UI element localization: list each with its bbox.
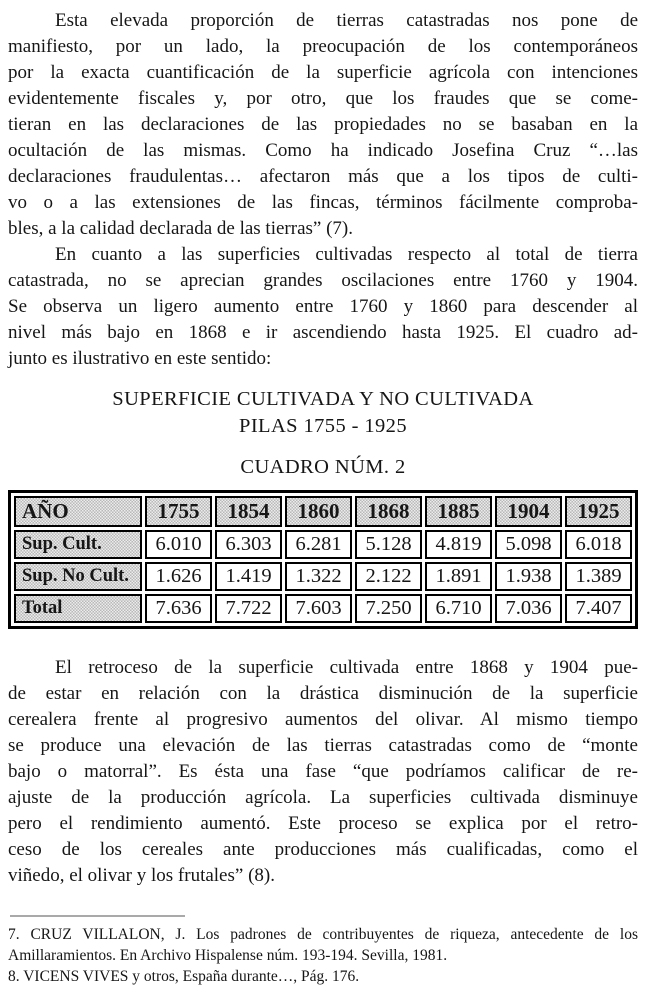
table-value-cell: 2.122	[355, 562, 422, 591]
text-line: 8. VICENS VIVES y otros, España durante…, Pág. 176.	[8, 968, 360, 985]
text-line: Esta elevada proporción de tierras catastradas nos pone de	[55, 10, 638, 31]
footnote-divider	[10, 915, 185, 917]
table-year-header-cell: 1854	[215, 496, 282, 527]
body-paragraphs-bottom	[8, 655, 638, 889]
table-value-cell: 1.389	[565, 562, 632, 591]
table-row	[14, 530, 632, 559]
table-caption: CUADRO NÚM. 2	[240, 456, 406, 478]
table-title-block	[8, 386, 638, 481]
table-value-cell: 6.281	[285, 530, 352, 559]
text-line: evidentemente fiscales y, por otro, que los fraudes que se come-	[8, 88, 638, 109]
table-row	[14, 562, 632, 591]
table-value-cell: 5.128	[355, 530, 422, 559]
table-value-cell: 1.891	[425, 562, 492, 591]
table-value-cell: 5.098	[495, 530, 562, 559]
text-line: catastrada, no se aprecian grandes oscilaciones entre 1760 y 1904.	[8, 270, 638, 291]
table-year-header-cell: 1904	[495, 496, 562, 527]
text-line: Amillaramientos. En Archivo Hispalense núm. 193-194. Sevilla, 1981.	[8, 947, 448, 964]
text-line: ceso de los cereales ante producciones más cualificadas, como el	[8, 839, 638, 860]
summary-table	[8, 490, 638, 629]
table-year-header-cell: 1885	[425, 496, 492, 527]
text-line: se produce una elevación de las tierras catastradas como de “monte	[8, 735, 638, 756]
text-line: bajo o matorral”. Es ésta una fase “que podríamos calificar de re-	[8, 761, 638, 782]
table-value-cell: 6.303	[215, 530, 282, 559]
table-value-cell: 4.819	[425, 530, 492, 559]
table-body-row-group	[14, 530, 632, 623]
table-value-cell: 6.018	[565, 530, 632, 559]
table-year-header-cell: 1925	[565, 496, 632, 527]
table-row-label-cell: Sup. No Cult.	[14, 562, 142, 591]
table-year-header-cell: 1755	[145, 496, 212, 527]
text-line: Se observa un ligero aumento entre 1760 y 1860 para descender al	[8, 296, 638, 317]
table-value-cell: 7.636	[145, 594, 212, 623]
table-value-cell: 7.407	[565, 594, 632, 623]
text-line: El retroceso de la superficie cultivada entre 1868 y 1904 pue-	[55, 657, 638, 678]
text-line: tieran en las declaraciones de las propiedades no se basaban en la	[8, 114, 638, 135]
footnote-lines	[8, 924, 638, 987]
text-line: viñedo, el olivar y los frutales” (8).	[8, 865, 275, 886]
text-line: ocultación de las mismas. Como ha indicado Josefina Cruz “…las	[8, 140, 638, 161]
table-value-cell: 7.036	[495, 594, 562, 623]
text-line: pero el rendimiento aumentó. Este proceso se explica por el retro-	[8, 813, 638, 834]
text-line: junto es ilustrativo en este sentido:	[8, 348, 272, 369]
table-value-cell: 7.722	[215, 594, 282, 623]
text-line: nivel más bajo en 1868 e ir ascendiendo hasta 1925. El cuadro ad-	[8, 322, 638, 343]
text-line: vo o a las extensiones de las fincas, términos fácilmente comproba-	[8, 192, 638, 213]
table-value-cell: 1.626	[145, 562, 212, 591]
table-header-row-group	[14, 496, 632, 527]
text-line: En cuanto a las superficies cultivadas respecto al total de tierra	[55, 244, 638, 265]
table-value-cell: 6.010	[145, 530, 212, 559]
footnotes-section	[8, 915, 638, 987]
table-row-label-cell: Sup. Cult.	[14, 530, 142, 559]
table-value-cell: 7.250	[355, 594, 422, 623]
text-line: ajuste de la producción agrícola. La superficies cultivada disminuye	[8, 787, 638, 808]
text-line: manifiesto, por un lado, la preocupación de los contemporáneos	[8, 36, 638, 57]
table-corner-cell: AÑO	[14, 496, 142, 527]
table-value-cell: 6.710	[425, 594, 492, 623]
text-line: por la exacta cuantificación de la superficie agrícola con intenciones	[8, 62, 638, 83]
table-year-header-cell: 1868	[355, 496, 422, 527]
table-title-line1: SUPERFICIE CULTIVADA Y NO CULTIVADA	[112, 388, 534, 410]
table-row	[14, 594, 632, 623]
table-value-cell: 1.938	[495, 562, 562, 591]
table-value-cell: 1.322	[285, 562, 352, 591]
table-header-row	[14, 496, 632, 527]
table-value-cell: 7.603	[285, 594, 352, 623]
table-title-line2: PILAS 1755 - 1925	[239, 415, 407, 437]
text-line: declaraciones fraudulentas… afectaron más que a los tipos de culti-	[8, 166, 638, 187]
table-value-cell: 1.419	[215, 562, 282, 591]
text-line: 7. CRUZ VILLALON, J. Los padrones de contribuyentes de riqueza, antecedente de los	[8, 926, 638, 943]
text-line: cerealera frente al progresivo aumentos del olivar. Al mismo tiempo	[8, 709, 638, 730]
body-paragraphs-top	[8, 8, 638, 372]
table-year-header-cell: 1860	[285, 496, 352, 527]
table-row-label-cell: Total	[14, 594, 142, 623]
text-line: bles, a la calidad declarada de las tierras” (7).	[8, 218, 353, 239]
text-line: de estar en relación con la drástica disminución de la superficie	[8, 683, 638, 704]
